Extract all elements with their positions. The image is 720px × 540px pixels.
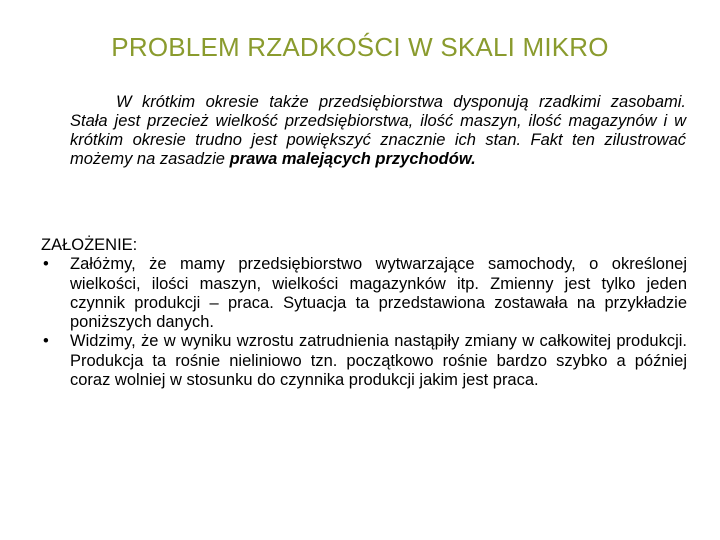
assumption-heading: ZAŁOŻENIE: bbox=[41, 236, 138, 254]
intro-paragraph bbox=[70, 93, 686, 169]
intro-text: W krótkim okresie także przedsiębiorstwa dysponują rzadkimi zasobami. Stała jest przecież wielkość przedsiębiorstwa, ilość maszyn, ilość magazynów i w krótkim okresie trudno jest powiększyć znacznie ich stan. Fakt ten zilustrować możemy na zasadzie bbox=[70, 93, 686, 168]
bullet-marker: • bbox=[43, 332, 49, 351]
intro-bold-term: prawa malejących przychodów bbox=[229, 150, 472, 168]
assumption-section bbox=[41, 236, 687, 390]
slide-title: PROBLEM RZADKOŚCI W SKALI MIKRO bbox=[111, 32, 609, 62]
bullet-text-2: Widzimy, że w wyniku wzrostu zatrudnienia nastąpiły zmiany w całkowitej produkcji. Produkcja ta rośnie nieliniowo tzn. początkowo rośnie bardzo szybko a później coraz wolniej w stosunku do czynnika produkcji jakim jest praca. bbox=[70, 332, 687, 390]
bullet-item-2 bbox=[41, 332, 687, 390]
bullet-marker: • bbox=[43, 255, 49, 274]
bullet-item-1 bbox=[41, 255, 687, 332]
intro-end: . bbox=[471, 150, 476, 168]
bullet-text-1: Załóżmy, że mamy przedsiębiorstwo wytwarzające samochody, o określonej wielkości, ilości maszyn, wielkości magazynków itp. Zmienny jest tylko jeden czynnik produkcji – praca. Sytuacja ta przedstawiona zostawała na przykładzie poniższych danych. bbox=[70, 255, 687, 332]
